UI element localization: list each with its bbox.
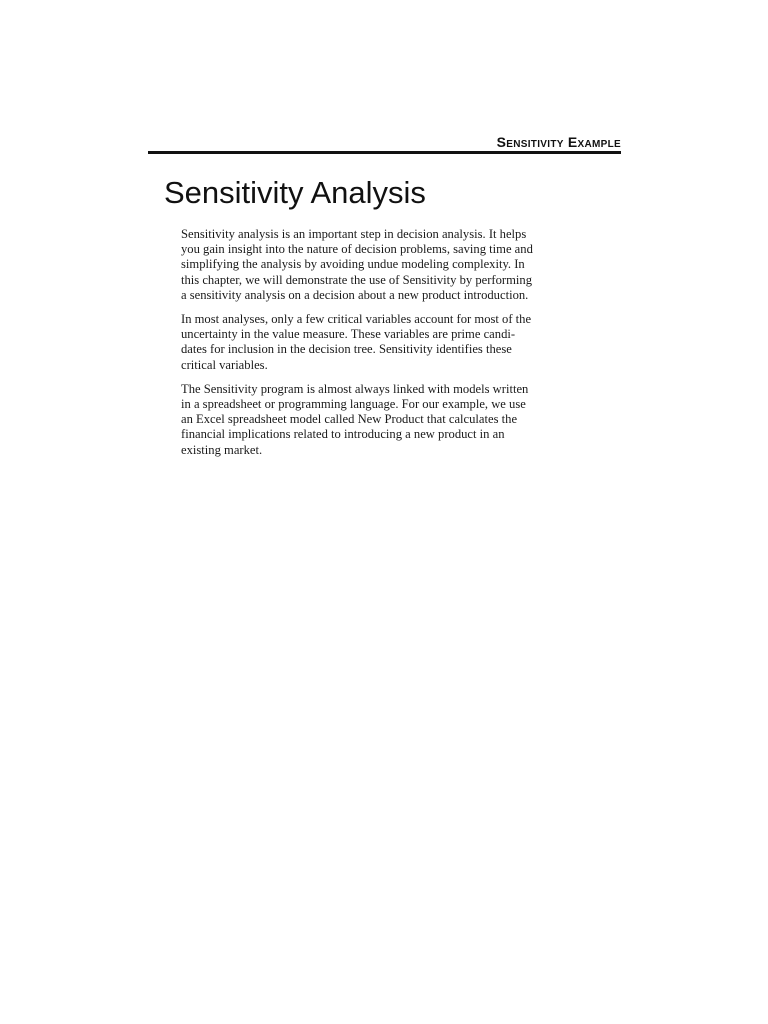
text-line: simplifying the analysis by avoiding undue modeling complexity. In xyxy=(181,257,525,272)
text-line: you gain insight into the nature of decision problems, saving time and xyxy=(181,242,533,257)
body-text xyxy=(181,227,626,467)
text-line: a sensitivity analysis on a decision about a new product introduction. xyxy=(181,287,529,302)
text-line: in a spreadsheet or programming language. For our example, we use xyxy=(181,397,526,412)
running-head: Sensitivity Example xyxy=(496,134,621,150)
text-line: critical variables. xyxy=(181,357,268,372)
text-line: dates for inclusion in the decision tree. Sensitivity identifies these xyxy=(181,342,512,357)
text-line: Sensitivity analysis is an important step in decision analysis. It helps xyxy=(181,227,527,241)
text-line: an Excel spreadsheet model called New Product that calculates the xyxy=(181,412,518,427)
text-line: uncertainty in the value measure. These variables are prime candi- xyxy=(181,327,516,342)
paragraph-spreadsheet-model xyxy=(181,382,626,458)
chapter-title: Sensitivity Analysis xyxy=(164,175,426,210)
text-line: this chapter, we will demonstrate the use of Sensitivity by performing xyxy=(181,272,532,287)
text-line: In most analyses, only a few critical variables account for most of the xyxy=(181,312,532,327)
header-rule xyxy=(148,151,621,154)
text-line: financial implications related to introducing a new product in an xyxy=(181,427,505,442)
paragraph-intro xyxy=(181,227,626,303)
text-line: The Sensitivity program is almost always linked with models written xyxy=(181,381,529,396)
text-line: existing market. xyxy=(181,442,263,457)
paragraph-critical-variables xyxy=(181,312,626,373)
